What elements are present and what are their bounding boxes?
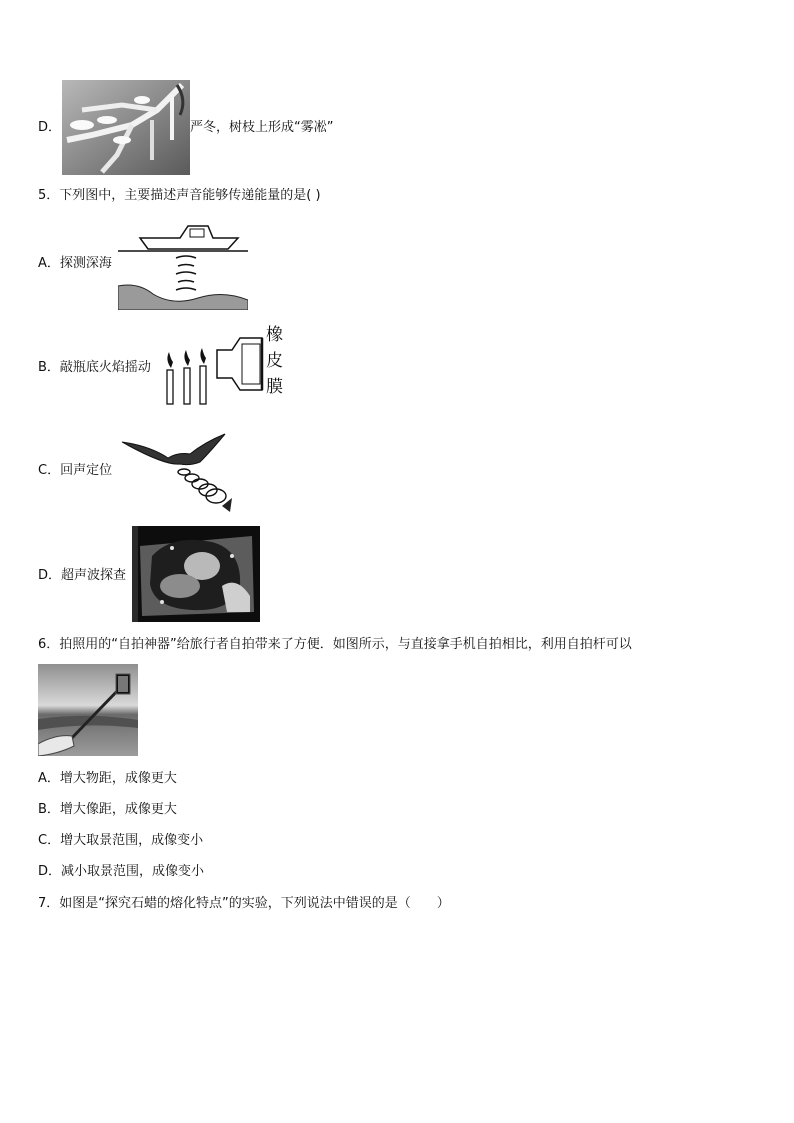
q6-stem: 6．拍照用的“自拍神器”给旅行者自拍带来了方便．如图所示，与直接拿手机自拍相比，利用自拍杆可以 <box>38 637 632 652</box>
q5-option-b <box>38 359 151 377</box>
option-letter: D． <box>38 864 62 879</box>
option-text: 增大取景范围，成像变小 <box>60 833 204 848</box>
q6-option-d <box>38 863 204 881</box>
q4-option-d <box>38 119 61 137</box>
option-text: 超声波探查 <box>61 568 127 583</box>
label-char: 橡 <box>266 325 283 345</box>
option-letter: B． <box>38 802 60 817</box>
option-letter: D． <box>38 120 62 135</box>
q4-option-d-text: 严冬，树枝上形成“雾凇” <box>190 120 334 135</box>
q7-stem: 7．如图是“探究石蜡的熔化特点”的实验，下列说法中错误的是（ ） <box>38 896 450 911</box>
option-letter: B． <box>38 360 60 375</box>
ultrasound-scan-image <box>132 526 260 622</box>
selfie-stick-photo <box>38 664 138 756</box>
option-letter: A． <box>38 771 60 786</box>
option-letter: C． <box>38 833 61 848</box>
option-text: 增大像距，成像更大 <box>59 802 177 817</box>
q5-option-c <box>38 462 112 480</box>
label-char: 膜 <box>266 377 283 397</box>
rubber-membrane-label <box>266 322 284 400</box>
option-letter: A． <box>38 256 60 271</box>
option-text: 回声定位 <box>60 463 113 478</box>
option-text: 增大物距，成像更大 <box>59 771 177 786</box>
option-text: 敲瓶底火焰摇动 <box>59 360 151 375</box>
bat-echolocation-figure <box>120 432 236 514</box>
option-letter: D． <box>38 568 62 583</box>
q6-option-b <box>38 801 177 819</box>
option-text: 减小取景范围，成像变小 <box>61 864 205 879</box>
label-char: 皮 <box>266 351 283 371</box>
q6-option-c <box>38 832 203 850</box>
ship-sonar-figure <box>118 216 248 310</box>
option-letter: C． <box>38 463 61 478</box>
q6-option-a <box>38 770 177 788</box>
q5-option-a <box>38 255 112 273</box>
q5-stem: 5．下列图中，主要描述声音能够传递能量的是( ) <box>38 188 321 203</box>
frost-branch-photo <box>62 80 190 175</box>
option-text: 探测深海 <box>59 256 112 271</box>
q5-option-d <box>38 567 126 585</box>
